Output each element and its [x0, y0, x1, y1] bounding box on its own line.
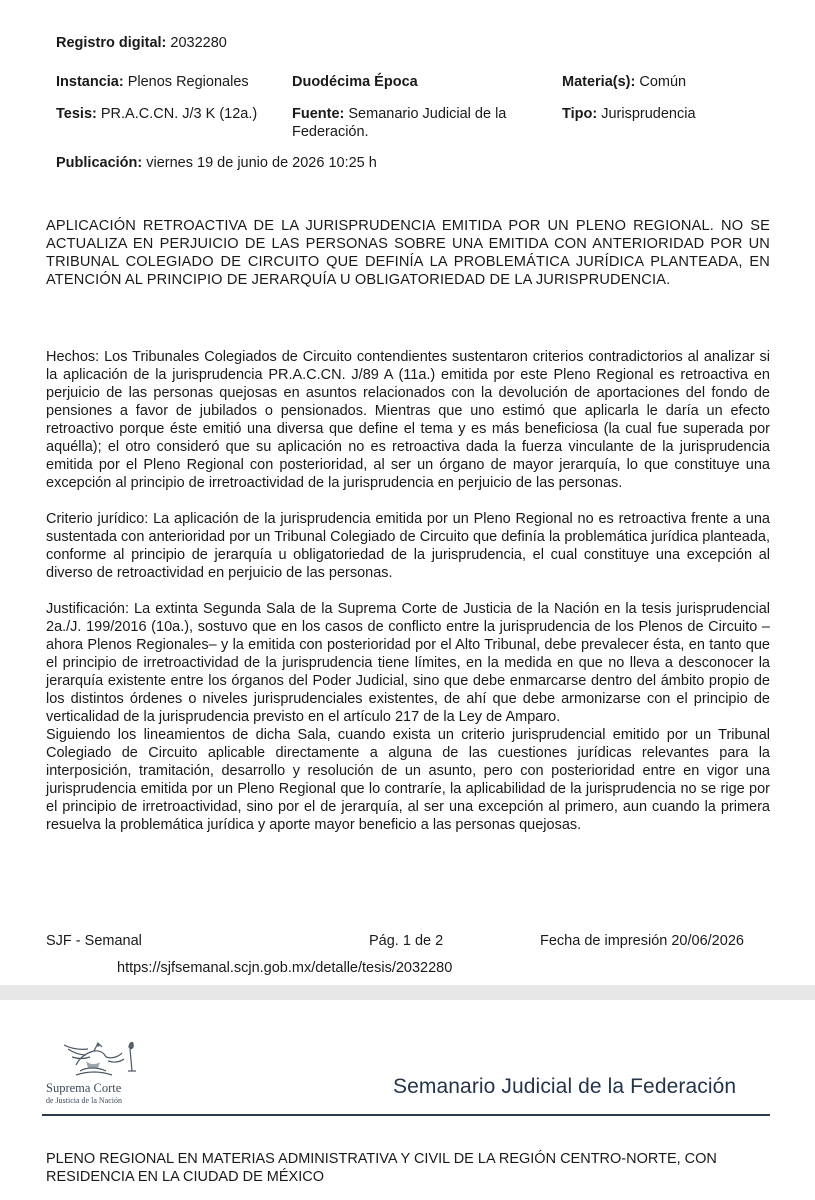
registro-value: 2032280 [170, 35, 227, 51]
page-separator [0, 985, 815, 1000]
tesis-body [46, 348, 770, 834]
tesis: Tesis: PR.A.C.CN. J/3 K (12a.) [56, 106, 258, 122]
publicacion-value: viernes 19 de junio de 2026 10:25 h [146, 155, 377, 171]
epoca: Duodécima Época [292, 74, 418, 90]
publicacion: Publicación: viernes 19 de junio de 2026 10:25 h [56, 155, 377, 171]
instancia: Instancia: Plenos Regionales [56, 74, 249, 90]
organ-name: PLENO REGIONAL EN MATERIAS ADMINISTRATIVA Y CIVIL DE LA REGIÓN CENTRO-NORTE, CON RESIDENCIA EN LA CIUDAD DE MÉXICO [46, 1151, 717, 1185]
hechos-paragraph: Hechos: Los Tribunales Colegiados de Circuito contendientes sustentaron criterios contradictorios al analizar si la aplicación de la jurisprudencia PR.A.C.CN. J/89 A (11a.) emitida por este Pleno Regional es retroactiva en perjuicio de las personas quejosas en asuntos relacionados con la devolución de aportaciones del fondo de pensiones a favor de jubilados o pensionados. Mientras que uno estimó que aplicarla le daría un efecto retroactivo porque éste emitió una diversa que define el tema y es más beneficiosa (la cual fue superada por aquélla); el otro consideró que su aplicación no es retroactiva dada la fuerza vinculante de la jurisprudencia emitida por el Pleno Regional con posterioridad, al ser un órgano de mayor jerarquía, lo que constituye una excepción al principio de irretroactividad de la jurisprudencia en perjuicio de las personas. [46, 349, 770, 491]
registro-digital: Registro digital: 2032280 [56, 35, 227, 51]
criterio-paragraph: Criterio jurídico: La aplicación de la jurisprudencia emitida por un Pleno Regional no es retroactiva frente a una sustentada con anterioridad por un Tribunal Colegiado de Circuito que definía la problemática jurídica planteada, conforme al principio de jerarquía u obligatoriedad de la jurisprudencia, el cual constituye una excepción al diverso de retroactividad en perjuicio de las personas. [46, 511, 770, 581]
header-divider [42, 1114, 770, 1116]
fuente-line2: Federación. [292, 124, 369, 140]
footer-url-link[interactable]: https://sjfsemanal.scjn.gob.mx/detalle/tesis/2032280 [117, 960, 453, 976]
sjf-header-title: Semanario Judicial de la Federación [393, 1075, 737, 1098]
eagle-emblem-icon [46, 1035, 146, 1081]
justificacion-paragraph: Justificación: La extinta Segunda Sala de la Suprema Corte de Justicia de la Nación en la tesis jurisprudencial 2a./J. 199/2016 (10a.), sostuvo que en los casos de conflicto entre la jurisprudencia de los Plenos de Circuito –ahora Plenos Regionales– y la emitida con posterioridad por el Alto Tribunal, debe prevalecer ésta, en tanto que el principio de irretroactividad de la jurisprudencia tiene límites, en la medida en que no lleva a desconocer la jerarquía existente entre los órganos del Poder Judicial, sino que debe enmarcarse dentro del ámbito propio de los distintos órdenes o niveles jurisprudenciales existentes, de ahí que debe armonizarse con el principio de verticalidad de la jurisprudencia previsto en el artículo 217 de la Ley de Amparo. [46, 601, 770, 725]
fuente-value-line1: Semanario Judicial de la [348, 106, 507, 122]
footer-page-number: Pág. 1 de 2 [369, 933, 444, 949]
materia: Materia(s): Común [562, 74, 687, 90]
tesis-rubro: APLICACIÓN RETROACTIVA DE LA JURISPRUDENCIA EMITIDA POR UN PLENO REGIONAL. NO SE ACTUALIZA EN PERJUICIO DE LAS PERSONAS SOBRE UNA EMITIDA CON ANTERIORIDAD POR UN TRIBUNAL COLEGIADO DE CIRCUITO QUE DEFINÍA LA PROBLEMÁTICA JURÍDICA PLANTEADA, EN ATENCIÓN AL PRINCIPIO DE JERARQUÍA U OBLIGATORIEDAD DE LA JURISPRUDENCIA. [46, 218, 770, 288]
logo-text-suprema-corte: Suprema Corte [46, 1081, 122, 1095]
tipo: Tipo: Jurisprudencia [562, 106, 696, 122]
tipo-value: Jurisprudencia [601, 106, 696, 122]
tesis-value: PR.A.C.CN. J/3 K (12a.) [100, 106, 258, 122]
fuente: Fuente: Semanario Judicial de la [292, 106, 507, 122]
siguiendo-paragraph: Siguiendo los lineamientos de dicha Sala, cuando exista un criterio jurisprudencial emitido por un Tribunal Colegiado de Circuito aplicable directamente a alguna de las cuestiones jurídicas relevantes para la interposición, tramitación, desarrollo y resolución de un asunto, pero con posterioridad entre en vigor una jurisprudencia emitida por un Pleno Regional que lo contraríe, la aplicabilidad de la jurisprudencia no se rige por el principio de irretroactividad, sino por el de jerarquía, al ser una excepción al primero, aun cuando la primera resuelva la problemática jurídica y aporte mayor beneficio a las personas quejosas. [46, 727, 770, 833]
scjn-logo [42, 1035, 162, 1105]
instancia-value: Plenos Regionales [127, 74, 249, 90]
footer-source: SJF - Semanal [46, 933, 142, 949]
materia-value: Común [639, 74, 687, 90]
logo-text-justicia-nacion: de Justicia de la Nación [46, 1096, 122, 1105]
footer-print-date: Fecha de impresión 20/06/2026 [540, 933, 744, 949]
